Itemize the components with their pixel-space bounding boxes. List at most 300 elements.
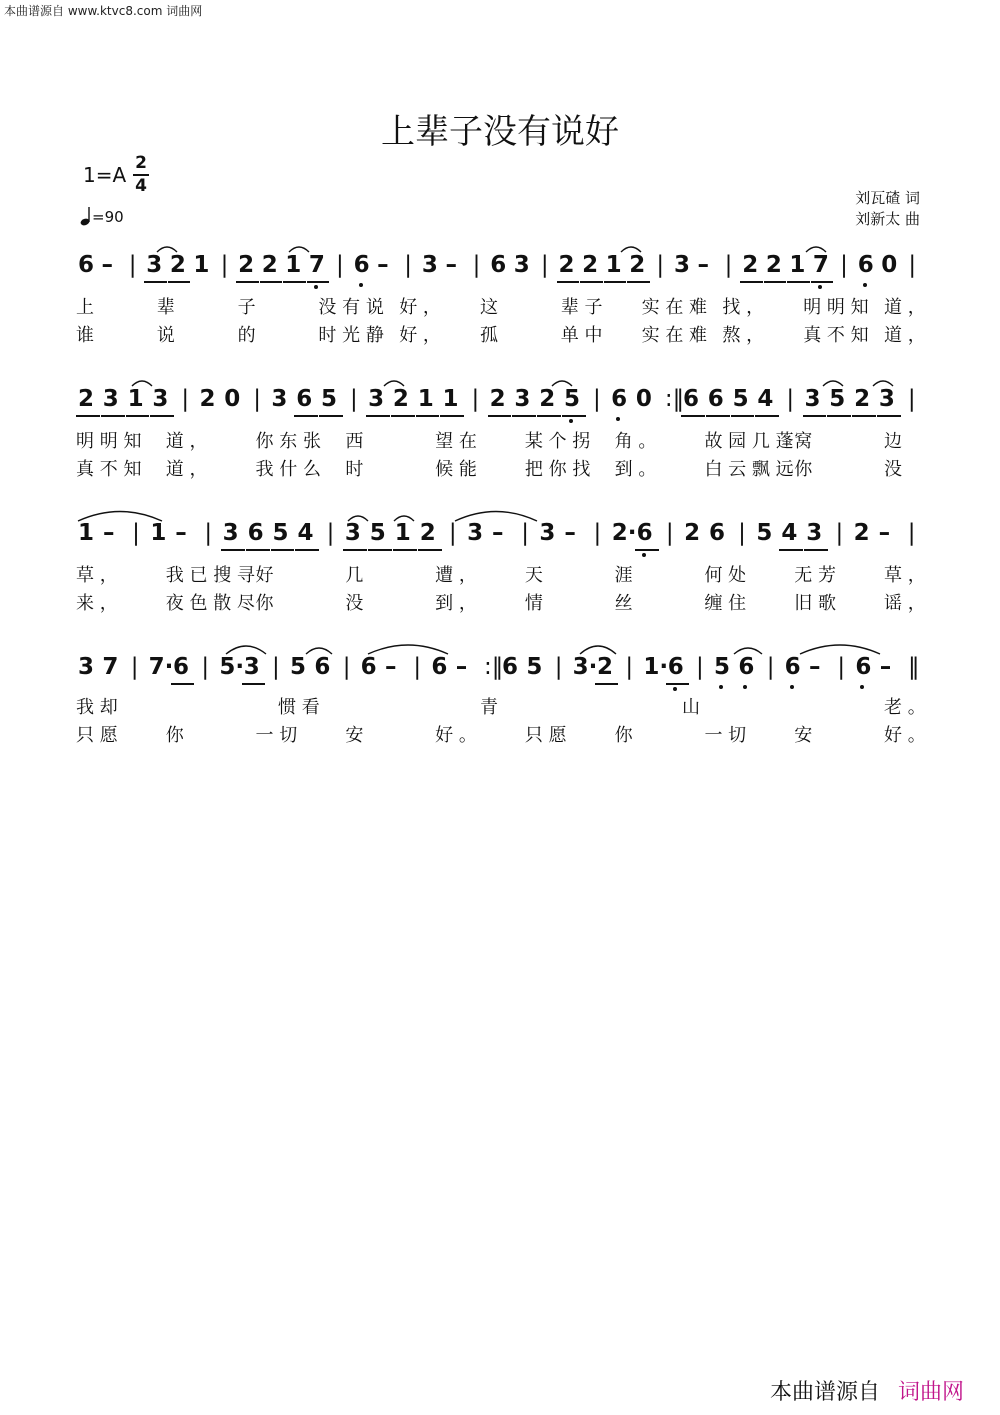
lyric-word: 孤 [480,325,498,346]
lyric-word: 到 。 [614,459,657,480]
lyric-word: 把 你 找 [524,459,591,480]
lyric-word: 夜 色 散 尽 [165,593,255,614]
barline: | [786,386,795,412]
note: 5 [714,654,731,680]
eighth-underline [755,415,779,417]
lyric-word: 没 [345,593,364,614]
lyric-word: 好 [255,565,274,586]
note: 2 [684,520,701,546]
note: 2 [629,252,646,278]
note: 2 [558,252,575,278]
barline: | [220,252,229,278]
lyric-word: 边 [884,431,902,452]
low-octave-dot [719,685,723,689]
eighth-underline [319,415,343,417]
tempo-value: =90 [92,208,124,226]
lyric-word: 辈 子 [560,297,603,318]
note: 3 [152,386,169,412]
barline: | [766,654,775,680]
note: 2 [261,252,278,278]
note: 3 [344,520,361,546]
lyric-word: 没 有 说 [318,297,384,318]
lyric-word: 你 东 张 [255,431,321,452]
eighth-underline [681,415,705,417]
lyric-word: 好 ， [399,325,441,346]
low-octave-dot [790,685,794,689]
barline: | [835,520,844,546]
lyric-word: 旧 歌 [794,593,836,614]
lyric-word: 你 [165,725,184,746]
note: 2· [611,520,637,546]
eighth-underline [236,281,259,283]
lyric-word: 西 [345,431,364,452]
note: – [878,520,891,546]
note: 1 [394,520,411,546]
eighth-underline [804,549,828,551]
low-octave-dot [616,417,620,421]
lyric-word: 这 [480,297,498,318]
eighth-underline [787,281,810,283]
slur [226,646,266,654]
lyric-word: 道 ， [165,459,208,480]
eighth-underline [580,281,603,283]
tempo-marking [80,206,124,226]
note: 3 [467,520,484,546]
eighth-underline [366,415,390,417]
lyric-word: 到 ， [435,593,477,614]
eighth-underline [168,281,191,283]
note: 2 [78,386,95,412]
lyricist-credit: 刘瓦碴 词 [855,189,920,207]
note: 4 [757,386,774,412]
lyrics-line-1-verse-2 [0,321,1000,345]
lyric-word: 单 中 [560,325,603,346]
note: 6 [784,654,801,680]
barline: | [521,520,529,546]
lyric-word: 草 ， [76,565,118,586]
eighth-underline [295,549,319,551]
eighth-underline [635,549,659,551]
note: 3 [222,520,239,546]
barline: | [837,654,846,680]
note: – [697,252,709,278]
barline: | [181,386,190,412]
low-octave-dot [314,285,318,289]
note: 2 [199,386,216,412]
note: 6 [502,654,519,680]
note: 5 [526,654,543,680]
lyric-word: 时 光 静 [318,325,384,346]
eighth-underline [368,549,392,551]
eighth-underline [294,415,318,417]
lyric-word: 望 在 [435,431,477,452]
slur [800,645,880,654]
barline: | [448,520,457,546]
lyric-word: 惯 看 [278,697,320,718]
lyrics-line-2-verse-1 [0,427,1000,451]
note: 7 [308,252,325,278]
note: 6 [857,252,874,278]
note: 6 [611,386,628,412]
low-octave-dot [863,283,867,287]
lyric-word: 青 [480,697,498,718]
low-octave-dot [743,685,747,689]
note: 7· [148,654,174,680]
eighth-underline [171,683,194,685]
lyrics-line-4-verse-1 [0,693,1000,717]
lyric-word: 来 ， [76,593,118,614]
note: 1 [789,252,806,278]
note: – [102,520,115,546]
eighth-underline [221,549,245,551]
barline: :‖ [484,654,504,680]
note: 5· [219,654,245,680]
note: 5 [732,386,749,412]
note: 6 [353,252,370,278]
note: 2 [765,252,782,278]
lyric-word: 你 [794,459,813,480]
barline: | [326,520,335,546]
lyric-word: 道 ， [884,297,926,318]
lyric-word: 缠 住 [704,593,747,614]
eighth-underline [260,281,283,283]
note: 6 [490,252,507,278]
lyric-word: 候 能 [435,459,477,480]
barline: | [342,654,351,680]
note: 5 [290,654,307,680]
lyric-word: 情 [524,593,543,614]
lyric-word: 窝 [794,431,813,452]
barline: | [907,520,916,546]
footer-source-text: 本曲谱源自 [769,1380,880,1405]
barline: | [656,252,665,278]
eighth-underline [779,549,803,551]
note: 3 [102,386,119,412]
time-signature [133,154,149,196]
barline: | [471,386,480,412]
barline: | [128,252,137,278]
time-signature-bottom: 4 [135,176,147,196]
lyric-word: 一 切 [255,725,298,746]
eighth-underline [595,683,618,685]
lyric-word: 谣 ， [884,593,926,614]
barline: | [840,252,848,278]
footer-source [770,1375,964,1406]
eighth-underline [827,415,851,417]
barline: | [907,386,916,412]
eighth-underline [393,549,417,551]
lyric-word: 只 愿 [524,725,567,746]
slur [580,646,616,654]
note: 6 [314,654,331,680]
barline: | [665,520,674,546]
note: 7 [812,252,829,278]
note: 1 [78,520,95,546]
lyric-word: 我 已 搜 寻 [165,565,255,586]
note: 6 [683,386,700,412]
barline: | [349,386,358,412]
lyric-word: 无 芳 [794,565,836,586]
note: 2 [489,386,506,412]
note: 5 [829,386,846,412]
eighth-underline [416,415,440,417]
lyrics-line-2-verse-2 [0,455,1000,479]
barline: | [724,252,733,278]
barline: | [130,654,139,680]
eighth-underline [126,415,150,417]
eighth-underline [271,549,295,551]
lyrics-line-3-verse-2 [0,589,1000,613]
lyrics-line-1-verse-1 [0,293,1000,317]
note: 0 [224,386,241,412]
notes-line-3 [0,520,1000,550]
notes-line-4 [0,654,1000,684]
lyric-word: 道 ， [884,325,926,346]
note: – [377,252,389,278]
lyric-word: 真 不 知 [803,325,869,346]
low-octave-dot [642,553,646,557]
lyric-word: 熬 ， [722,325,765,346]
note: 5 [272,520,289,546]
note: 1 [605,252,622,278]
note: – [492,520,504,546]
note: – [101,252,114,278]
lyric-word: 一 切 [704,725,747,746]
barline: | [204,520,213,546]
eighth-underline [391,415,415,417]
note: 6 [360,654,377,680]
lyric-word: 上 [76,297,94,318]
eighth-underline [764,281,787,283]
eighth-underline [562,415,586,417]
lyric-word: 安 [794,725,813,746]
barline: | [336,252,344,278]
note: 1 [442,386,459,412]
note: 5 [320,386,337,412]
note: – [385,654,397,680]
lyric-word: 角 。 [614,431,657,452]
lyric-word: 故 园 几 蓬 [704,431,794,452]
note: 6 [709,520,726,546]
note: 6 [296,386,313,412]
note: 3 [368,386,385,412]
barline: | [593,520,602,546]
low-octave-dot [860,685,864,689]
note: 3 [271,386,288,412]
lyric-word: 安 [345,725,364,746]
barline: | [738,520,746,546]
barline: | [908,252,917,278]
note: 1· [643,654,669,680]
barline: ‖ [908,654,920,680]
notes-line-1 [0,252,1000,282]
barline: | [554,654,563,680]
lyric-word: 老 。 [884,697,926,718]
eighth-underline [706,415,730,417]
note: 5 [756,520,773,546]
note: 0 [635,386,652,412]
eighth-underline [852,415,876,417]
eighth-underline [666,683,689,685]
low-octave-dot [818,285,822,289]
note: 3 [243,654,260,680]
lyric-word: 说 [156,325,175,346]
source-watermark-top: 本曲谱源自 www.ktvc8.com 词曲网 [4,4,203,18]
note: – [809,654,821,680]
note: – [564,520,576,546]
low-octave-dot [569,419,573,423]
credits [855,188,920,230]
key-signature: 1=A [83,163,127,187]
note: 4 [297,520,314,546]
lyric-word: 你 [255,593,274,614]
eighth-underline [307,281,330,283]
note: – [175,520,187,546]
lyric-word: 好 。 [435,725,477,746]
low-octave-dot [673,687,677,691]
note: 6 [707,386,724,412]
lyric-word: 实 在 难 [641,325,708,346]
notes-line-2 [0,386,1000,416]
eighth-underline [512,415,536,417]
note: 3 [673,252,690,278]
note: 1 [193,252,210,278]
eighth-underline [101,415,125,417]
lyric-word: 遭 ， [435,565,477,586]
barline: | [592,386,601,412]
note: 2 [742,252,759,278]
lyric-word: 找 ， [722,297,765,318]
lyric-word: 谁 [76,325,94,346]
eighth-underline [440,415,464,417]
eighth-underline [283,281,306,283]
note: 6 [738,654,755,680]
note: – [455,654,468,680]
lyric-word: 草 ， [884,565,926,586]
note: 5 [369,520,386,546]
lyric-word: 山 [682,697,700,718]
note: 2 [854,386,871,412]
eighth-underline [488,415,512,417]
barline: | [540,252,549,278]
lyric-word: 只 愿 [76,725,118,746]
barline: :‖ [664,386,685,412]
barline: | [472,252,481,278]
lyrics-line-3-verse-1 [0,561,1000,585]
lyric-word: 几 [345,565,364,586]
eighth-underline [877,415,901,417]
note: 3 [806,520,823,546]
note: 6 [636,520,653,546]
note: 3 [878,386,895,412]
barline: | [253,386,261,412]
lyric-word: 天 [524,565,543,586]
barline: | [696,654,704,680]
eighth-underline [740,281,763,283]
note: 4 [781,520,798,546]
note: 2 [419,520,436,546]
composer-credit: 刘新太 曲 [855,210,920,228]
note: 3 [539,520,556,546]
lyric-word: 我 却 [76,697,118,718]
lyric-word: 真 不 知 [76,459,142,480]
note: 2 [597,654,614,680]
eighth-underline [144,281,167,283]
eighth-underline [537,415,561,417]
note: 1 [417,386,434,412]
note: 2 [238,252,255,278]
note: 3 [421,252,438,278]
lyric-word: 实 在 难 [641,297,708,318]
note: – [879,654,892,680]
lyrics-line-4-verse-2 [0,721,1000,745]
note: 6 [431,654,448,680]
eighth-underline [242,683,265,685]
slur [368,645,448,654]
eighth-underline [604,281,627,283]
eighth-underline [811,281,834,283]
lyric-word: 的 [237,325,256,346]
note: 3 [804,386,821,412]
quarter-note-icon [80,206,92,226]
note: 2 [169,252,186,278]
lyric-word: 好 ， [399,297,441,318]
note: – [445,252,457,278]
lyric-word: 好 。 [884,725,926,746]
note: 3 [146,252,163,278]
lyric-word: 明 明 知 [803,297,869,318]
low-octave-dot [359,283,363,287]
note: 1 [127,386,144,412]
eighth-underline [76,415,100,417]
lyric-word: 明 明 知 [76,431,142,452]
barline: | [272,654,280,680]
note: 6 [855,654,872,680]
lyric-word: 丝 [614,593,633,614]
lyric-word: 白 云 飘 远 [704,459,794,480]
lyric-word: 你 [614,725,633,746]
lyric-word: 道 ， [165,431,208,452]
barline: | [413,654,422,680]
footer-site-link[interactable]: 词曲网 [897,1380,964,1405]
note: 2 [582,252,599,278]
note: 3 [514,386,531,412]
note: 6 [78,252,95,278]
lyric-word: 辈 [156,297,175,318]
note: 2 [853,520,870,546]
barline: | [132,520,140,546]
note: 2 [392,386,409,412]
barline: | [625,654,634,680]
lyric-word: 子 [237,297,256,318]
eighth-underline [557,281,580,283]
note: 7 [102,654,119,680]
note: 3 [78,654,95,680]
eighth-underline [627,281,650,283]
barline: | [404,252,413,278]
eighth-underline [343,549,367,551]
eighth-underline [418,549,442,551]
note: 2 [539,386,556,412]
lyric-word: 某 个 拐 [524,431,591,452]
note: 3 [513,252,530,278]
note: 5 [563,386,580,412]
note: 1 [285,252,302,278]
lyric-word: 涯 [614,565,633,586]
eighth-underline [150,415,174,417]
note: 0 [881,252,898,278]
barline: | [201,654,210,680]
